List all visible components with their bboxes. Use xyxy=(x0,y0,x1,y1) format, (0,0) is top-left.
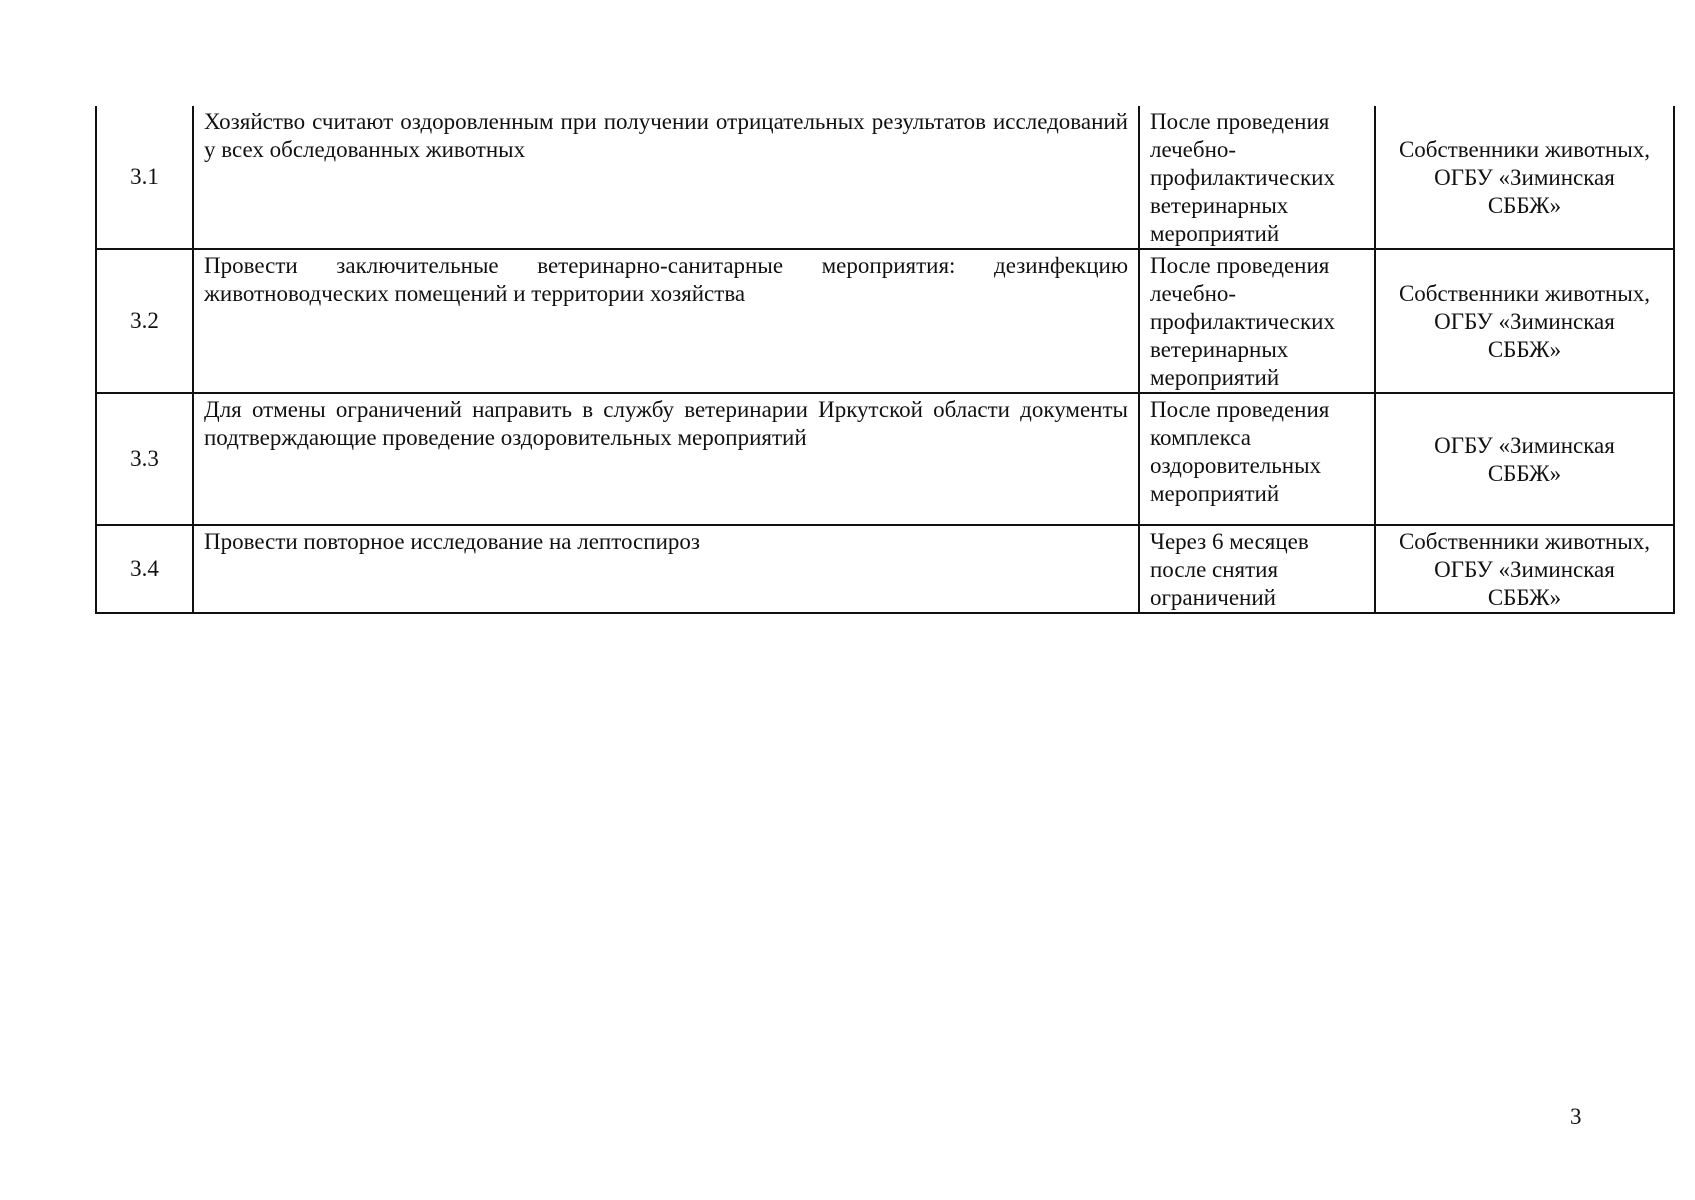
row-number: 3.4 xyxy=(96,525,193,613)
page-number: 3 xyxy=(1570,1104,1582,1129)
deadline-line: оздоровительных xyxy=(1150,453,1322,478)
deadline-line: после снятия xyxy=(1150,557,1279,582)
row-number: 3.1 xyxy=(96,106,193,249)
responsible-cell xyxy=(1375,249,1674,393)
deadline-cell xyxy=(1139,249,1375,393)
row-number: 3.3 xyxy=(96,393,193,525)
responsible-line: ОГБУ «Зиминская xyxy=(1434,433,1615,458)
responsible-line: Собственники животных, xyxy=(1398,281,1651,306)
responsible-cell xyxy=(1375,106,1674,249)
deadline-line: ветеринарных xyxy=(1150,193,1289,218)
deadline-line: лечебно- xyxy=(1150,281,1237,306)
responsible-line: ОГБУ «Зиминская xyxy=(1434,165,1615,190)
responsible-line: Собственники животных, xyxy=(1398,137,1651,162)
action-text: Провести повторное исследование на лептоспироз xyxy=(193,525,1139,613)
deadline-cell xyxy=(1139,393,1375,525)
deadline-line: ограничений xyxy=(1150,585,1276,610)
responsible-line: СББЖ» xyxy=(1487,461,1562,486)
action-text: Для отмены ограничений направить в службу ветеринарии Иркутской области документы подтверждающие проведение оздоровительных мероприятий xyxy=(193,393,1139,525)
deadline-line: профилактических xyxy=(1150,309,1335,334)
deadline-line: После проведения xyxy=(1150,253,1330,278)
deadline-cell xyxy=(1139,106,1375,249)
deadline-line: Через 6 месяцев xyxy=(1150,529,1309,554)
action-text: Хозяйство считают оздоровленным при получении отрицательных результатов исследований у всех обследованных животных xyxy=(193,106,1139,249)
responsible-cell xyxy=(1375,525,1674,613)
table-row xyxy=(96,106,1674,249)
responsible-cell xyxy=(1375,393,1674,525)
row-number: 3.2 xyxy=(96,249,193,393)
table-row xyxy=(96,525,1674,613)
responsible-line: Собственники животных, xyxy=(1398,529,1651,554)
deadline-line: комплекса xyxy=(1150,425,1251,450)
deadline-line: мероприятий xyxy=(1150,365,1280,390)
responsible-line: ОГБУ «Зиминская xyxy=(1434,309,1615,334)
deadline-line: ветеринарных xyxy=(1150,337,1289,362)
table-row xyxy=(96,393,1674,525)
deadline-line: мероприятий xyxy=(1150,221,1280,246)
deadline-cell xyxy=(1139,525,1375,613)
deadline-line: лечебно- xyxy=(1150,137,1237,162)
deadline-line: После проведения xyxy=(1150,397,1330,422)
deadline-line: мероприятий xyxy=(1150,481,1280,506)
action-text: Провести заключительные ветеринарно-санитарные мероприятия: дезинфекцию животноводческих помещений и территории хозяйства xyxy=(193,249,1139,393)
deadline-line: После проведения xyxy=(1150,109,1330,134)
measures-table xyxy=(95,106,1675,614)
table-row xyxy=(96,249,1674,393)
responsible-line: ОГБУ «Зиминская xyxy=(1434,557,1615,582)
responsible-line: СББЖ» xyxy=(1487,337,1562,362)
responsible-line: СББЖ» xyxy=(1487,193,1562,218)
responsible-line: СББЖ» xyxy=(1487,585,1562,610)
deadline-line: профилактических xyxy=(1150,165,1335,190)
